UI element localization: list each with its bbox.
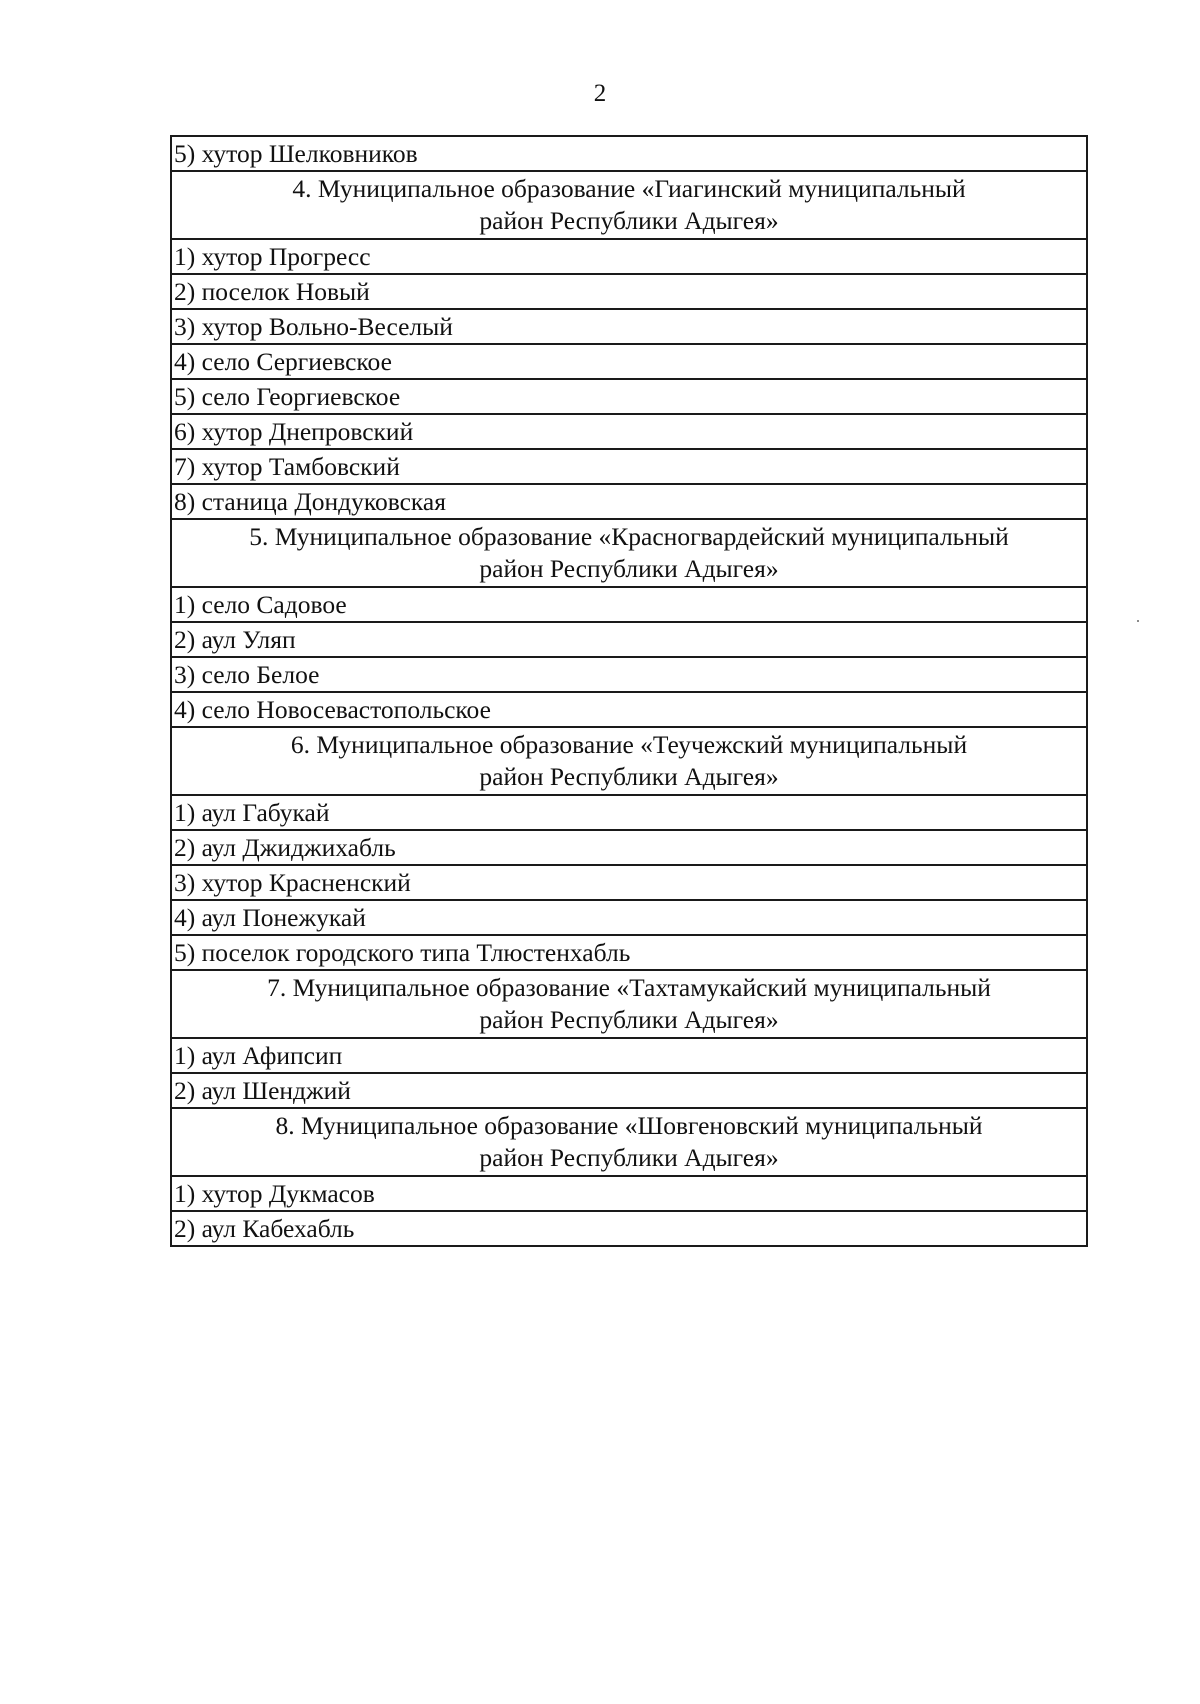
district-heading-cell [171,519,1087,587]
settlement-cell: 2) аул Джиджихабль [171,830,1087,865]
table-row [171,1073,1087,1108]
table-row [171,309,1087,344]
district-heading-line: 4. Муниципальное образование «Гиагинский муниципальный [292,174,966,203]
district-heading-cell [171,1108,1087,1176]
table-row [171,239,1087,274]
settlement-cell: 2) аул Шенджий [171,1073,1087,1108]
district-heading-row [171,970,1087,1038]
settlement-cell: 3) хутор Вольно-Веселый [171,309,1087,344]
settlement-cell: 4) село Сергиевское [171,344,1087,379]
district-heading-cell [171,727,1087,795]
settlements-table [170,135,1088,1247]
district-heading-line: район Республики Адыгея» [479,762,779,791]
district-heading-cell [171,970,1087,1038]
table-row [171,900,1087,935]
table-row [171,274,1087,309]
district-heading-line: 5. Муниципальное образование «Красногвардейский муниципальный [249,522,1009,551]
settlements-table-body [171,136,1087,1246]
settlement-cell: 6) хутор Днепровский [171,414,1087,449]
table-row [171,865,1087,900]
district-heading-line: район Республики Адыгея» [479,1143,779,1172]
district-heading-line: 8. Муниципальное образование «Шовгеновский муниципальный [275,1111,983,1140]
settlement-cell: 1) хутор Дукмасов [171,1176,1087,1211]
table-row [171,935,1087,970]
settlement-cell: 7) хутор Тамбовский [171,449,1087,484]
table-row [171,414,1087,449]
district-heading-row [171,1108,1087,1176]
table-row [171,657,1087,692]
table-row [171,484,1087,519]
district-heading-row [171,171,1087,239]
settlement-cell: 2) аул Уляп [171,622,1087,657]
settlement-cell: 4) аул Понежукай [171,900,1087,935]
district-heading-line: район Республики Адыгея» [479,1005,779,1034]
district-heading-line: 6. Муниципальное образование «Теучежский муниципальный [290,730,968,759]
district-heading-line: район Республики Адыгея» [479,554,779,583]
settlement-cell: 2) аул Кабехабль [171,1211,1087,1246]
table-row [171,830,1087,865]
table-row [171,795,1087,830]
settlement-cell: 8) станица Дондуковская [171,484,1087,519]
settlement-cell: 2) поселок Новый [171,274,1087,309]
table-row [171,587,1087,622]
table-row [171,379,1087,414]
settlement-cell: 1) хутор Прогресс [171,239,1087,274]
settlement-cell: 5) поселок городского типа Тлюстенхабль [171,935,1087,970]
settlement-cell: 5) село Георгиевское [171,379,1087,414]
settlement-cell: 3) село Белое [171,657,1087,692]
district-heading-cell [171,171,1087,239]
settlement-cell: 5) хутор Шелковников [171,136,1087,171]
settlement-cell: 3) хутор Красненский [171,865,1087,900]
table-row [171,449,1087,484]
district-heading-row [171,519,1087,587]
scan-speck [1137,620,1139,622]
settlement-cell: 1) аул Габукай [171,795,1087,830]
table-row [171,622,1087,657]
table-row [171,136,1087,171]
district-heading-line: район Республики Адыгея» [479,206,779,235]
table-row [171,1211,1087,1246]
table-row [171,1176,1087,1211]
table-row [171,1038,1087,1073]
table-row [171,692,1087,727]
settlement-cell: 1) аул Афипсип [171,1038,1087,1073]
settlement-cell: 1) село Садовое [171,587,1087,622]
table-row [171,344,1087,379]
settlement-cell: 4) село Новосевастопольское [171,692,1087,727]
district-heading-line: 7. Муниципальное образование «Тахтамукайский муниципальный [267,973,991,1002]
district-heading-row [171,727,1087,795]
page-number: 2 [593,80,607,107]
